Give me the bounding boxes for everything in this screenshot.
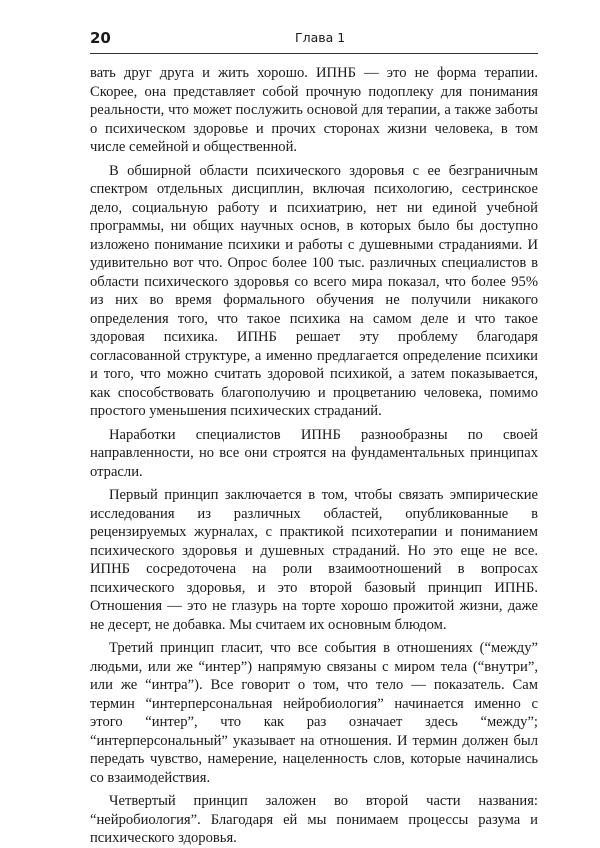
paragraph: Первый принцип заключается в том, чтобы связать эмпирические исследования из различных областей, опубликованные в рецензируемых журналах, с практикой психотерапии и пониманием психического здоровья и душевных страданий. Но это еще не все. ИПНБ сосредоточена на роли взаимоотношений в вопросах психического здоровья, и это второй базовый принцип ИПНБ. Отношения — это не глазурь на торте хорошо прожитой жизни, даже не десерт, не добавка. Мы считаем их основным блюдом. <box>90 487 538 633</box>
body-text <box>90 64 538 848</box>
paragraph: Третий принцип гласит, что все события в отношениях (“между” людьми, или же “интер”) напрямую связаны с миром тела (“внутри”, или же “интра”). Все говорит о том, что тело — показатель. Сам термин “интерперсональная нейробиология” начинается именно с этого “интер”, что как раз означает здесь “между”; “интерперсональный” указывает на отношения. И термин должен был передать чувство, намерение, нацеленность слов, которые начинались со взаимодействия. <box>90 640 538 786</box>
paragraph: вать друг друга и жить хорошо. ИПНБ — это не форма терапии. Скорее, она представляет собой прочную подоплеку для понимания реальности, что может послужить основой для терапии, а также заботы о психическом здоровье и прочих сторонах жизни человека, в том числе семейной и общественной. <box>90 65 538 155</box>
paragraph: Четвертый принцип заложен во второй части названия: “нейробиология”. Благодаря ей мы понимаем процессы разума и психического здоровья. <box>90 793 538 846</box>
paragraph: Наработки специалистов ИПНБ разнообразны по своей направленности, но все они строятся на фундаментальных принципах отрасли. <box>90 426 538 480</box>
page-header <box>90 26 538 54</box>
page-number: 20 <box>90 29 111 47</box>
paragraph: В обширной области психического здоровья с ее безграничным спектром отдельных дисциплин, включая психологию, сестринское дело, социальную работу и психиатрию, нет ни единой учебной программы, ни общих научных основ, в которых было бы доступно изложено понимание психики и работы с душевными страданиями. И удивительно вот что. Опрос более 100 тыс. различных специалистов в области психического здоровья со всего мира показал, что более 95% из них во время формального обучения не получили никакого определения того, что такое психика на самом деле и что такое здоровая психика. ИПНБ решает эту проблему благодаря согласованной структуре, а именно предлагается определение психики и того, что можно считать здоровой психикой, а затем показывается, как способствовать благополучию и процветанию человека, помимо простого уменьшения психических страданий. <box>90 162 538 419</box>
running-head: Глава 1 <box>295 30 346 45</box>
